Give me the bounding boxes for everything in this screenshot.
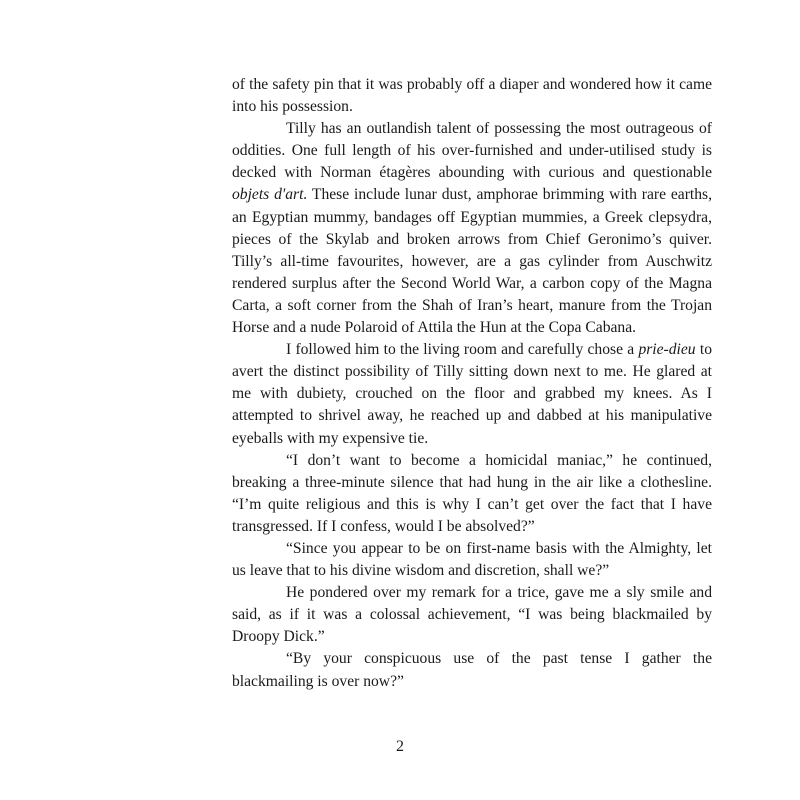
paragraph — [232, 648, 712, 692]
text-run: He pondered over my remark for a trice, gave me a sly smile and said, as if it was a colossal achievement, “I was being blackmailed by Droopy Dick.” — [232, 584, 712, 646]
text-run: These include lunar dust, amphorae brimming with rare earths, an Egyptian mummy, bandages off Egyptian mummies, a Greek clepsydra, pieces of the Skylab and broken arrows from Chief Geronimo’s quiver. Tilly’s all-time favourites, however, are a gas cylinder from Auschwitz rendered surplus after the Second World War, a carbon copy of the Magna Carta, a soft corner from the Shah of Iran’s heart, manure from the Trojan Horse and a nude Polaroid of Attila the Hun at the Copa Cabana. — [232, 186, 712, 337]
text-run: “I don’t want to become a homicidal maniac,” he continued, breaking a three-minute silence that had hung in the air like a clothesline. “I’m quite religious and this is why I can’t get over the fact that I have transgressed. If I confess, would I be absolved?” — [232, 451, 712, 535]
paragraph — [232, 74, 712, 118]
text-run: of the safety pin that it was probably off a diaper and wondered how it came into his possession. — [232, 76, 712, 116]
text-run: “By your conspicuous use of the past tense I gather the blackmailing is over now?” — [232, 650, 712, 690]
text-run: “Since you appear to be on first-name basis with the Almighty, let us leave that to his divine wisdom and discretion, shall we?” — [232, 539, 712, 580]
paragraph — [232, 339, 712, 449]
italic-phrase: objets d'art. — [232, 186, 308, 204]
text-run: I followed him to the living room and carefully chose a — [286, 341, 639, 359]
italic-phrase: prie-dieu — [638, 341, 696, 359]
page-number: 2 — [396, 738, 404, 755]
text-run: Tilly has an outlandish talent of possessing the most outrageous of oddities. One full length of his over-furnished and under-utilised study is decked with Norman étagères abounding with curious and questionable — [232, 120, 712, 182]
body-text — [232, 74, 712, 693]
paragraph — [232, 450, 712, 538]
text-run: to avert the distinct possibility of Tilly sitting down next to me. He glared at me with dubiety, crouched on the floor and grabbed my knees. As I attempted to shrivel away, he reached up and dabbed at his manipulative eyeballs with my expensive tie. — [232, 341, 712, 447]
paragraph — [232, 118, 712, 339]
paragraph — [232, 582, 712, 648]
paragraph — [232, 538, 712, 582]
